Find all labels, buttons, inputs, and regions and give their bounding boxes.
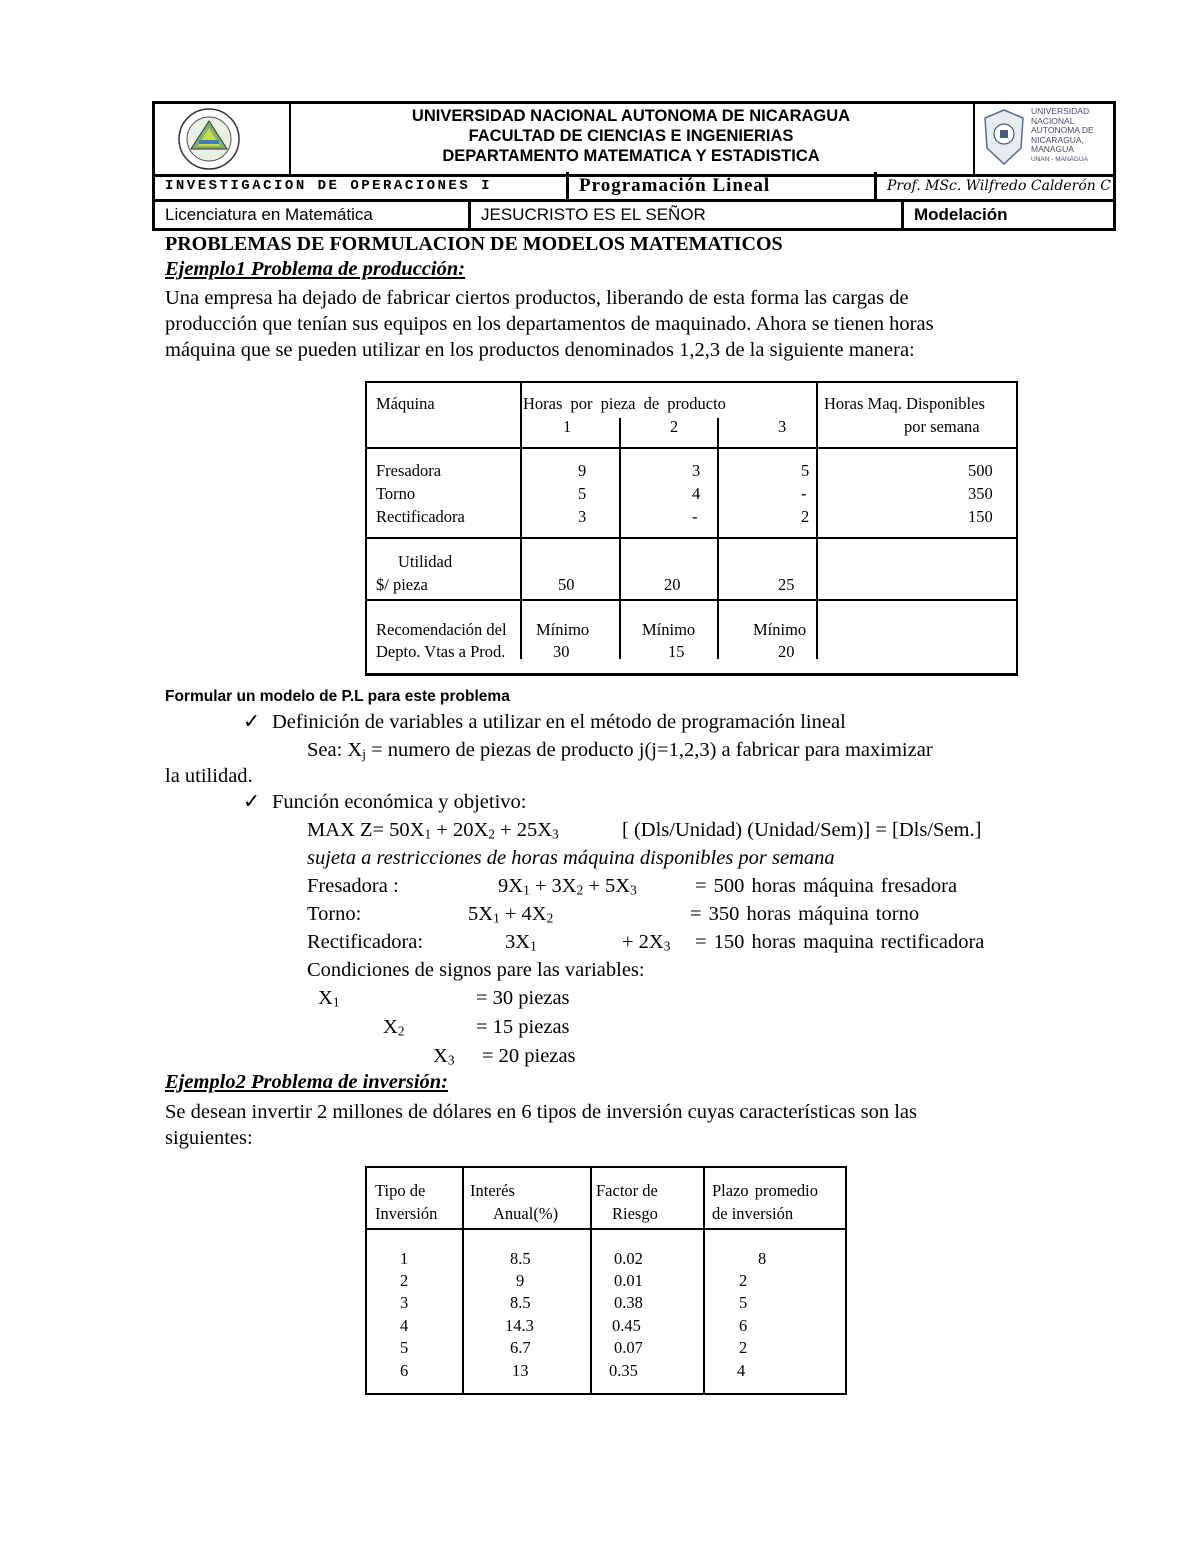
- term: + 4X: [499, 903, 547, 925]
- risk-cell: 0.38: [614, 1293, 643, 1312]
- check-icon: ✓: [243, 711, 261, 733]
- machine-name: Fresadora: [376, 461, 442, 480]
- subscript: 1: [530, 938, 537, 954]
- type-cell: 4: [400, 1316, 409, 1335]
- term-cell: 2: [739, 1271, 748, 1290]
- right-logo-cell: [981, 108, 1111, 170]
- interest-cell: 13: [512, 1361, 529, 1380]
- header-title: [291, 106, 971, 166]
- sea-subscript: j: [362, 746, 366, 762]
- department-name: DEPARTAMENTO MATEMATICA Y ESTADISTICA: [442, 147, 820, 165]
- risk-cell: 0.07: [614, 1338, 643, 1357]
- motto: JESUCRISTO ES EL SEÑOR: [471, 202, 904, 228]
- subscript: 1: [424, 826, 432, 842]
- right-logo-divider: [973, 104, 975, 174]
- var: X: [433, 1045, 448, 1067]
- hours-cell: -: [692, 507, 698, 526]
- recommendation-label-2: Depto. Vtas a Prod.: [376, 642, 506, 661]
- product-label: 3: [778, 417, 787, 436]
- sea-text-b: = numero de piezas de producto j(j=1,2,3) a fabricar para maximizar: [365, 739, 933, 761]
- constraint-rhs: = 350 horas máquina torno: [690, 903, 920, 925]
- example2-heading: Ejemplo2 Problema de inversión:: [165, 1071, 448, 1093]
- formulate-instruction: Formular un modelo de P.L para este problema: [165, 688, 510, 705]
- utility-cell: 25: [778, 575, 795, 594]
- subscript: 3: [663, 938, 671, 954]
- sign-var: [318, 985, 339, 1016]
- col-header-term-2: de inversión: [712, 1204, 794, 1223]
- recommendation-label: Recomendación del: [376, 620, 507, 639]
- utility-label: Utilidad: [398, 552, 453, 571]
- document-header: [152, 101, 1114, 231]
- topic-name: Programación Lineal: [569, 172, 877, 199]
- col-header-risk-2: Riesgo: [612, 1204, 658, 1223]
- subscript: 2: [488, 826, 495, 842]
- term-cell: 6: [739, 1316, 748, 1335]
- col-header-type-2: Inversión: [375, 1204, 438, 1223]
- subscript: 3: [447, 1052, 455, 1068]
- col-header-available: Horas Maq. Disponibles: [824, 394, 985, 413]
- example2-intro-line: siguientes:: [165, 1127, 253, 1149]
- constraint-rhs: = 150 horas maquina rectificadora: [695, 931, 985, 953]
- interest-cell: 8.5: [510, 1293, 531, 1312]
- objective-bullet: Función económica y objetivo:: [272, 791, 527, 813]
- term: 5X: [468, 903, 494, 925]
- sign-value: = 30 piezas: [476, 987, 570, 1009]
- interest-cell: 14.3: [505, 1316, 534, 1335]
- product-label: 2: [670, 417, 679, 436]
- col-header-term: Plazo promedio: [712, 1181, 819, 1200]
- col-header-type: Tipo de: [375, 1181, 426, 1200]
- col-header-interest-2: Anual(%): [493, 1204, 559, 1223]
- term: + 5X: [583, 875, 631, 897]
- logo-text-line: AUTONOMA DE: [1031, 125, 1094, 136]
- course-name: INVESTIGACION DE OPERACIONES I: [155, 172, 569, 199]
- hours-cell: -: [801, 484, 807, 503]
- header-program-row: [152, 202, 1116, 231]
- logo-text-line: MANAGUA: [1031, 144, 1074, 155]
- sea-text: Sea: X: [307, 739, 363, 761]
- subscript: 3: [630, 882, 637, 898]
- product-label: 1: [563, 417, 572, 436]
- logo-text-line: NICARAGUA,: [1031, 134, 1084, 145]
- constraint-label: Torno:: [307, 903, 362, 925]
- constraint-lhs: [498, 873, 637, 904]
- constraint-lhs: [468, 901, 553, 932]
- define-variables-bullet: Definición de variables a utilizar en el método de programación lineal: [272, 711, 846, 733]
- hours-cell: 5: [801, 461, 810, 480]
- hours-cell: 2: [801, 507, 810, 526]
- logo-text-line: UNAN - MANAGUA: [1031, 155, 1089, 163]
- objective-term: + 20X: [431, 819, 489, 841]
- minimum-label: Mínimo: [753, 620, 807, 639]
- hours-cell: 5: [578, 484, 587, 503]
- variable-definition-cont: la utilidad.: [165, 765, 253, 787]
- objective-term: MAX Z= 50X: [307, 819, 425, 841]
- subscript: 3: [552, 826, 559, 842]
- constraint-lhs: [505, 929, 537, 960]
- subscript: 1: [523, 882, 530, 898]
- type-cell: 2: [400, 1271, 409, 1290]
- utility-cell: 20: [664, 575, 681, 594]
- constraint-lhs-b: [622, 929, 670, 960]
- sign-value: = 15 piezas: [476, 1016, 570, 1038]
- term-cell: 8: [758, 1249, 767, 1268]
- sign-var: [433, 1043, 454, 1074]
- col-header-interest: Interés: [470, 1181, 515, 1200]
- objective-units: [ (Dls/Unidad) (Unidad/Sem)] = [Dls/Sem.]: [622, 819, 982, 841]
- col-header-risk: Factor de: [596, 1181, 658, 1200]
- sign-conditions: Condiciones de signos pare las variables:: [307, 959, 645, 981]
- header-course-row: [152, 172, 1116, 202]
- utility-cell: 50: [558, 575, 575, 594]
- term: 3X: [505, 931, 531, 953]
- university-name: UNIVERSIDAD NACIONAL AUTONOMA DE NICARAGUA: [411, 107, 851, 125]
- subject-to: sujeta a restricciones de horas máquina disponibles por semana: [307, 847, 835, 869]
- term-cell: 5: [739, 1293, 748, 1312]
- col-header-hours: Horas por pieza de producto: [523, 394, 726, 413]
- example1-intro-line: producción que tenían sus equipos en los departamentos de maquinado. Ahora se tienen horas: [165, 313, 934, 335]
- available-cell: 500: [968, 461, 993, 480]
- unan-crest-icon: [981, 108, 1027, 168]
- constraint-label: Fresadora :: [307, 875, 399, 897]
- interest-cell: 9: [516, 1271, 525, 1290]
- example1-intro-line: máquina que se pueden utilizar en los productos denominados 1,2,3 de la siguiente manera:: [165, 339, 915, 361]
- term-cell: 4: [737, 1361, 746, 1380]
- example1-heading: Ejemplo1 Problema de producción:: [165, 258, 466, 280]
- risk-cell: 0.45: [612, 1316, 641, 1335]
- col-header-machine: Máquina: [376, 394, 435, 413]
- constraint-label: Rectificadora:: [307, 931, 424, 953]
- minimum-cell: 20: [778, 642, 795, 661]
- minimum-cell: 30: [553, 642, 570, 661]
- term: + 2X: [622, 931, 664, 953]
- section-name: Modelación: [914, 205, 1008, 224]
- hours-cell: 3: [578, 507, 587, 526]
- interest-cell: 8.5: [510, 1249, 531, 1268]
- risk-cell: 0.01: [614, 1271, 643, 1290]
- subscript: 2: [546, 910, 554, 926]
- term: + 3X: [529, 875, 577, 897]
- utility-label-2: $/ pieza: [376, 575, 428, 594]
- risk-cell: 0.02: [614, 1249, 643, 1268]
- available-cell: 150: [968, 507, 993, 526]
- page-title: PROBLEMAS DE FORMULACION DE MODELOS MATEMATICOS: [165, 233, 783, 255]
- minimum-cell: 15: [668, 642, 685, 661]
- logo-text-line: NACIONAL: [1031, 115, 1075, 126]
- constraint-rhs: = 500 horas máquina fresadora: [695, 875, 958, 897]
- col-header-available-2: por semana: [904, 417, 980, 436]
- check-icon: ✓: [243, 791, 261, 813]
- type-cell: 6: [400, 1361, 409, 1380]
- subscript: 1: [493, 910, 500, 926]
- logo-text-line: UNIVERSIDAD: [1031, 106, 1090, 116]
- sign-value: = 20 piezas: [482, 1045, 576, 1067]
- minimum-label: Mínimo: [536, 620, 590, 639]
- type-cell: 1: [400, 1249, 409, 1268]
- header-top-row: [152, 101, 1116, 177]
- hours-cell: 4: [692, 484, 701, 503]
- subscript: 2: [397, 1023, 405, 1039]
- subscript: 1: [332, 994, 340, 1010]
- nicaragua-seal-icon: [155, 104, 289, 174]
- unan-logo-text: [1031, 107, 1094, 165]
- faculty-name: FACULTAD DE CIENCIAS E INGENIERIAS: [468, 127, 794, 145]
- objective-term: + 25X: [494, 819, 553, 841]
- type-cell: 3: [400, 1293, 409, 1312]
- var: X: [318, 987, 333, 1009]
- professor-name: Prof. MSc. Wilfredo Calderón C: [887, 177, 1111, 194]
- program-name: Licenciatura en Matemática: [155, 202, 471, 228]
- example2-intro-line: Se desean invertir 2 millones de dólares en 6 tipos de inversión cuyas características son las: [165, 1101, 918, 1123]
- left-logo-cell: [155, 104, 291, 174]
- var: X: [383, 1016, 398, 1038]
- sign-var: [383, 1014, 404, 1045]
- variable-definition: [307, 737, 933, 768]
- interest-cell: 6.7: [510, 1338, 531, 1357]
- hours-cell: 3: [692, 461, 701, 480]
- term: 9X: [498, 875, 524, 897]
- risk-cell: 0.35: [609, 1361, 638, 1380]
- type-cell: 5: [400, 1338, 409, 1357]
- subscript: 2: [576, 882, 584, 898]
- objective-function: [307, 817, 559, 848]
- minimum-label: Mínimo: [642, 620, 696, 639]
- hours-cell: 9: [578, 461, 587, 480]
- term-cell: 2: [739, 1338, 748, 1357]
- available-cell: 350: [968, 484, 993, 503]
- machine-name: Rectificadora: [376, 507, 465, 526]
- example1-intro-line: Una empresa ha dejado de fabricar ciertos productos, liberando de esta forma las cargas de: [165, 287, 909, 309]
- machine-name: Torno: [376, 484, 416, 503]
